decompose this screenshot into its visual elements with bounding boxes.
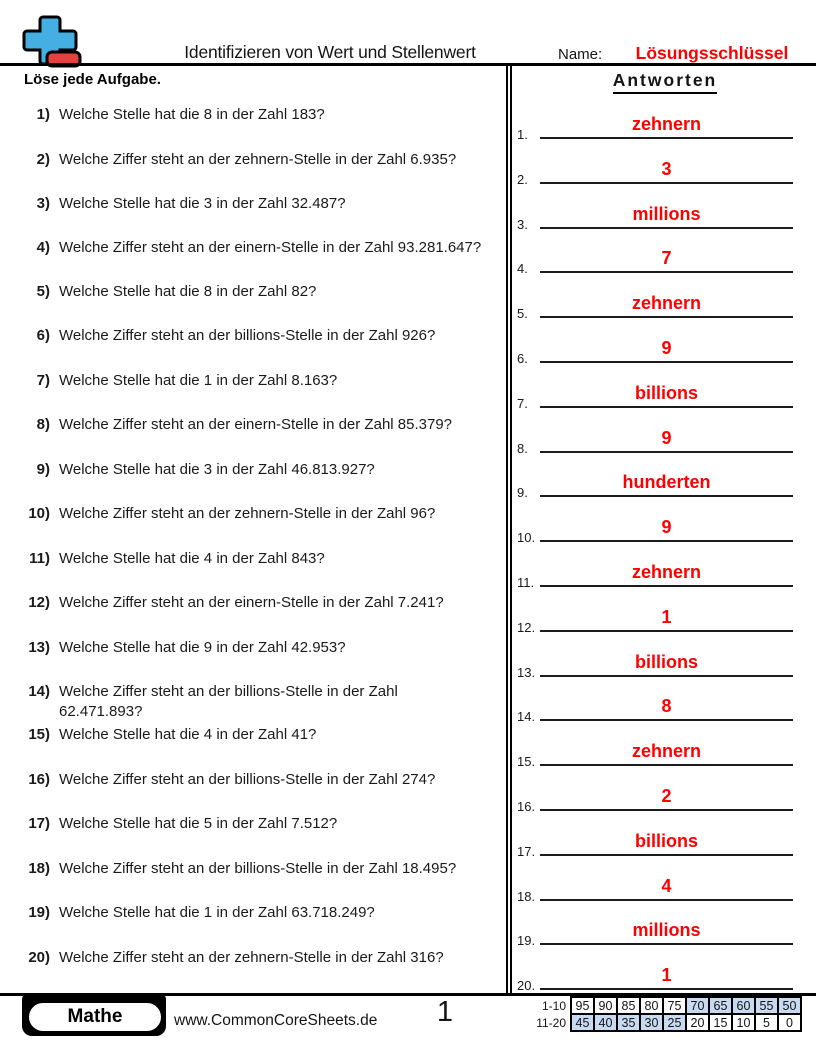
answer-row: [513, 463, 803, 500]
answer-row: [513, 239, 803, 276]
question-text: Welche Ziffer steht an der zehnern-Stelle in der Zahl 6.935?: [59, 151, 457, 168]
answer-row: [513, 777, 803, 814]
answer-number: 1.: [517, 127, 528, 142]
score-cell: 45: [571, 1014, 594, 1031]
answer-row: [513, 956, 803, 993]
answer-blank[interactable]: [540, 227, 793, 229]
answer-number: 13.: [517, 665, 536, 680]
answer-value: hunderten: [622, 472, 711, 492]
score-cell: 85: [617, 997, 640, 1014]
question-number: 9): [36, 461, 50, 478]
answer-row: [513, 687, 803, 724]
answer-blank[interactable]: [540, 451, 793, 453]
question-number: 20): [28, 949, 50, 966]
question-text: Welche Stelle hat die 1 in der Zahl 63.718.249?: [59, 904, 375, 921]
answer-blank[interactable]: [540, 675, 793, 677]
question-number: 19): [28, 904, 50, 921]
answer-number: 19.: [517, 933, 536, 948]
answer-number: 11.: [517, 575, 535, 590]
page-title: Identifizieren von Wert und Stellenwert: [184, 42, 476, 62]
answer-row: [513, 867, 803, 904]
question-number: 1): [36, 106, 50, 123]
answer-value: 9: [661, 517, 672, 537]
question-text: Welche Stelle hat die 3 in der Zahl 32.487?: [59, 195, 346, 212]
answer-value: billions: [635, 831, 698, 851]
answer-row: [513, 643, 803, 680]
score-cell: 30: [640, 1014, 663, 1031]
answer-number: 6.: [517, 351, 528, 366]
answer-blank[interactable]: [540, 182, 793, 184]
answer-blank[interactable]: [540, 495, 793, 497]
answer-value: 9: [661, 338, 672, 358]
score-cell: 0: [778, 1014, 801, 1031]
answer-number: 9.: [517, 485, 528, 500]
answer-blank[interactable]: [540, 764, 793, 766]
answer-value: millions: [632, 204, 701, 224]
column-divider: [506, 66, 512, 994]
answer-number: 12.: [517, 620, 536, 635]
answer-row: [513, 284, 803, 321]
answer-row: [513, 150, 803, 187]
answer-number: 4.: [517, 261, 528, 276]
answer-number: 14.: [517, 709, 536, 724]
answers-heading-text: Antworten: [613, 70, 718, 94]
answer-value: billions: [635, 652, 698, 672]
answer-value: 1: [661, 607, 672, 627]
score-cell: 65: [709, 997, 732, 1014]
question-text: Welche Ziffer steht an der billions-Stelle in der Zahl 62.471.893?: [59, 683, 398, 720]
answer-number: 16.: [517, 799, 536, 814]
answer-blank[interactable]: [540, 988, 793, 990]
answer-key-label: Lösungsschlüssel: [635, 43, 789, 63]
score-cell: 10: [732, 1014, 755, 1031]
question-text: Welche Stelle hat die 8 in der Zahl 82?: [59, 283, 317, 300]
answer-value: 9: [661, 428, 672, 448]
answer-row: [513, 598, 803, 635]
question-number: 4): [36, 239, 50, 256]
score-cell: 25: [663, 1014, 686, 1031]
question-text: Welche Ziffer steht an der billions-Stelle in der Zahl 18.495?: [59, 860, 457, 877]
score-cell: 50: [778, 997, 801, 1014]
score-cell: 90: [594, 997, 617, 1014]
question-text: Welche Ziffer steht an der billions-Stelle in der Zahl 926?: [59, 327, 436, 344]
score-cell: 75: [663, 997, 686, 1014]
answer-row: [513, 105, 803, 142]
score-cell: 15: [709, 1014, 732, 1031]
answer-number: 15.: [517, 754, 536, 769]
question-number: 5): [36, 283, 50, 300]
question-text: Welche Ziffer steht an der einern-Stelle in der Zahl 85.379?: [59, 416, 453, 433]
answer-value: zehnern: [631, 741, 701, 761]
answer-row: [513, 911, 803, 948]
question-number: 16): [28, 771, 50, 788]
score-cell: 80: [640, 997, 663, 1014]
answer-blank[interactable]: [540, 899, 793, 901]
score-range-label: 1-10: [541, 998, 566, 1013]
answer-row: [513, 329, 803, 366]
answer-row: [513, 374, 803, 411]
question-text: Welche Ziffer steht an der einern-Stelle in der Zahl 93.281.647?: [59, 239, 482, 256]
answer-value: millions: [632, 920, 701, 940]
answer-number: 7.: [517, 396, 528, 411]
answer-row: [513, 822, 803, 859]
score-range-label: 11-20: [536, 1015, 566, 1030]
answer-value: 3: [661, 159, 672, 179]
question-text: Welche Ziffer steht an der billions-Stelle in der Zahl 274?: [59, 771, 436, 788]
score-cell: 20: [686, 1014, 709, 1031]
question-text: Welche Ziffer steht an der zehnern-Stelle in der Zahl 316?: [59, 949, 444, 966]
question-number: 15): [28, 726, 50, 743]
answer-value: 7: [661, 248, 672, 268]
question-number: 8): [36, 416, 50, 433]
score-table-row: [530, 997, 801, 1014]
answer-number: 10.: [517, 530, 536, 545]
score-cell: 40: [594, 1014, 617, 1031]
question-number: 3): [36, 195, 50, 212]
question-text: Welche Stelle hat die 5 in der Zahl 7.512?: [59, 815, 338, 832]
answer-number: 18.: [517, 889, 536, 904]
score-cell: 70: [686, 997, 709, 1014]
answer-value: zehnern: [631, 293, 701, 313]
answer-number: 8.: [517, 441, 528, 456]
answer-row: [513, 732, 803, 769]
answer-number: 17.: [517, 844, 536, 859]
score-cell: 95: [571, 997, 594, 1014]
answer-row: [513, 195, 803, 232]
answer-blank[interactable]: [540, 943, 793, 945]
answer-blank[interactable]: [540, 854, 793, 856]
website-text: www.CommonCoreSheets.de: [174, 1012, 378, 1029]
answer-blank[interactable]: [540, 361, 793, 363]
answer-blank[interactable]: [540, 137, 793, 139]
answer-blank[interactable]: [540, 316, 793, 318]
name-label: Name:: [558, 46, 603, 63]
plus-minus-math-icon: [22, 14, 82, 70]
score-cell: 55: [755, 997, 778, 1014]
question-text: Welche Ziffer steht an der zehnern-Stelle in der Zahl 96?: [59, 505, 436, 522]
answer-value: billions: [635, 383, 698, 403]
question-number: 7): [36, 372, 50, 389]
question-text: Welche Ziffer steht an der einern-Stelle in der Zahl 7.241?: [59, 594, 444, 611]
question-text: Welche Stelle hat die 8 in der Zahl 183?: [59, 106, 325, 123]
question-number: 2): [36, 151, 50, 168]
score-table: [530, 996, 802, 1032]
answer-number: 5.: [517, 306, 528, 321]
answer-number: 20.: [517, 978, 536, 993]
answer-blank[interactable]: [540, 630, 793, 632]
score-cell: 60: [732, 997, 755, 1014]
question-text: Welche Stelle hat die 4 in der Zahl 41?: [59, 726, 317, 743]
header-divider-line: [0, 63, 816, 66]
question-number: 12): [28, 594, 50, 611]
answers-heading: [540, 70, 790, 94]
answer-blank[interactable]: [540, 809, 793, 811]
answer-row: [513, 508, 803, 545]
answer-blank[interactable]: [540, 585, 793, 587]
score-table-row: [530, 1014, 801, 1031]
answer-blank[interactable]: [540, 406, 793, 408]
question-number: 17): [28, 815, 50, 832]
question-text: Welche Stelle hat die 9 in der Zahl 42.953?: [59, 639, 346, 656]
question-number: 13): [28, 639, 50, 656]
question-number: 11): [29, 550, 50, 567]
answer-value: zehnern: [631, 562, 701, 582]
score-cell: 5: [755, 1014, 778, 1031]
answer-value: 1: [661, 965, 672, 985]
subject-badge-label: Mathe: [27, 1001, 163, 1033]
question-text: Welche Stelle hat die 3 in der Zahl 46.813.927?: [59, 461, 375, 478]
answer-row: [513, 553, 803, 590]
answer-blank[interactable]: [540, 719, 793, 721]
score-cell: 35: [617, 1014, 640, 1031]
answer-number: 3.: [517, 217, 528, 232]
answer-blank[interactable]: [540, 540, 793, 542]
question-number: 6): [36, 327, 50, 344]
question-text: Welche Stelle hat die 1 in der Zahl 8.163?: [59, 372, 338, 389]
instructions-text: Löse jede Aufgabe.: [24, 71, 161, 88]
subject-badge: [22, 995, 166, 1036]
answer-value: 4: [661, 876, 672, 896]
question-text: Welche Stelle hat die 4 in der Zahl 843?: [59, 550, 325, 567]
page-number: 1: [436, 996, 454, 1028]
answer-value: zehnern: [631, 114, 701, 134]
answer-value: 2: [661, 786, 672, 806]
answer-number: 2.: [517, 172, 528, 187]
question-number: 18): [28, 860, 50, 877]
answer-row: [513, 419, 803, 456]
question-number: 14): [28, 683, 50, 700]
question-number: 10): [28, 505, 50, 522]
answer-blank[interactable]: [540, 271, 793, 273]
answer-value: 8: [661, 696, 672, 716]
